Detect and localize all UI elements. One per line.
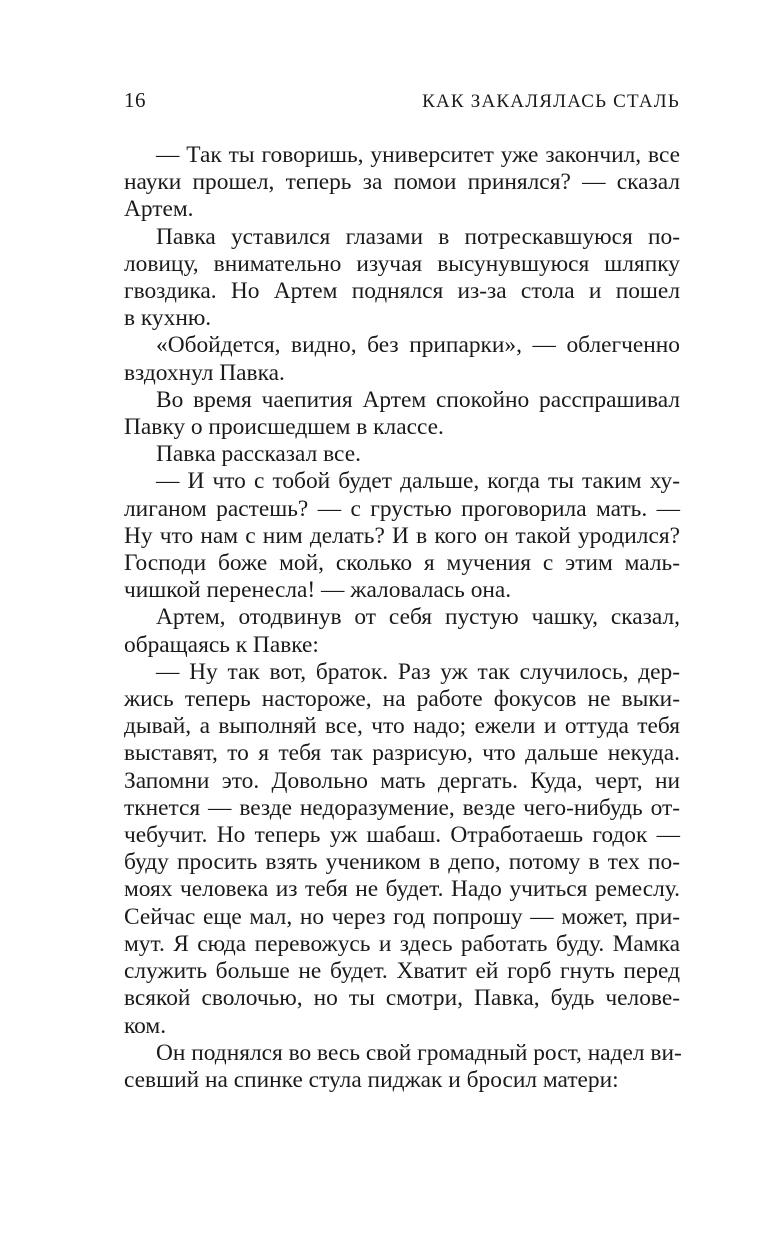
paragraph — [124, 659, 680, 1040]
text-line: Ну что нам с ним делать? И в кого он такой уродился? — [124, 522, 680, 549]
text-line: гвоздика. Но Артем поднялся из-за стола и пошел — [124, 278, 680, 305]
text-line: всякой сволочью, но ты смотри, Павка, будь челове- — [124, 985, 680, 1012]
text-line: буду просить взять учеником в депо, потому в тех по- — [124, 849, 680, 876]
text-line: мут. Я сюда перевожусь и здесь работать буду. Мамка — [124, 930, 680, 957]
paragraph — [124, 468, 680, 604]
text-line: науки прошел, теперь за помои принялся? — сказал — [124, 169, 680, 196]
text-line: севший на спинке стула пиджак и бросил матери: — [124, 1066, 619, 1093]
page-header — [124, 88, 680, 116]
text-line: чебучит. Но теперь уж шабаш. Отработаешь годок — — [124, 822, 680, 849]
text-line: ткнется — везде недоразумение, везде чего-нибудь от- — [124, 794, 680, 821]
text-line: в кухню. — [124, 305, 212, 332]
running-title: КАК ЗАКАЛЯЛАСЬ СТАЛЬ — [422, 91, 680, 112]
text-line: ком. — [124, 1012, 167, 1039]
text-line: вздохнул Павка. — [124, 359, 285, 386]
body-text — [124, 142, 680, 1094]
text-line: Павка уставился глазами в потрескавшуюся по- — [156, 223, 680, 250]
paragraph — [124, 1040, 680, 1094]
text-line: служить больше не будет. Хватит ей горб гнуть перед — [124, 958, 680, 985]
text-line: моях человека из тебя не будет. Надо учиться ремеслу. — [124, 876, 680, 903]
paragraph — [124, 142, 680, 224]
text-line: «Обойдется, видно, без припарки», — облегченно — [156, 332, 680, 359]
text-line: Господи боже мой, сколько я мучения с этим маль- — [124, 550, 680, 577]
text-line: чишкой перенесла! — жаловалась она. — [124, 577, 512, 604]
paragraph — [124, 441, 680, 468]
page-number: 16 — [124, 88, 146, 112]
text-line: Артем, отодвинув от себя пустую чашку, сказал, — [156, 604, 680, 631]
text-line: Павку о происшедшем в классе. — [124, 414, 444, 441]
text-line: выставят, то я тебя так разрисую, что дальше некуда. — [124, 740, 680, 767]
text-line: ловицу, внимательно изучая высунувшуюся шляпку — [124, 250, 680, 277]
text-line: Он поднялся во весь свой громадный рост, надел ви- — [156, 1039, 682, 1066]
text-line: — Ну так вот, браток. Раз уж так случилось, дер- — [156, 658, 680, 685]
text-line: — И что с тобой будет дальше, когда ты таким ху- — [156, 468, 680, 495]
paragraph — [124, 224, 680, 333]
text-line: — Так ты говоришь, университет уже закончил, все — [156, 142, 680, 168]
text-line: Артем. — [124, 196, 194, 223]
text-line: дывай, а выполняй все, что надо; ежели и оттуда тебя — [124, 713, 680, 740]
text-line: Сейчас еще мал, но через год попрошу — может, при- — [124, 903, 680, 930]
text-line: Запомни это. Довольно мать дергать. Куда, черт, ни — [124, 767, 680, 794]
paragraph — [124, 332, 680, 386]
text-line: обращаясь к Павке: — [124, 631, 319, 658]
text-line: лиганом растешь? — с грустью проговорила мать. — — [124, 495, 680, 522]
text-line: Во время чаепития Артем спокойно расспрашивал — [156, 386, 680, 413]
text-line: жись теперь настороже, на работе фокусов не выки- — [124, 686, 680, 713]
text-line: Павка рассказал все. — [156, 441, 361, 468]
paragraph — [124, 387, 680, 441]
paragraph — [124, 604, 680, 658]
